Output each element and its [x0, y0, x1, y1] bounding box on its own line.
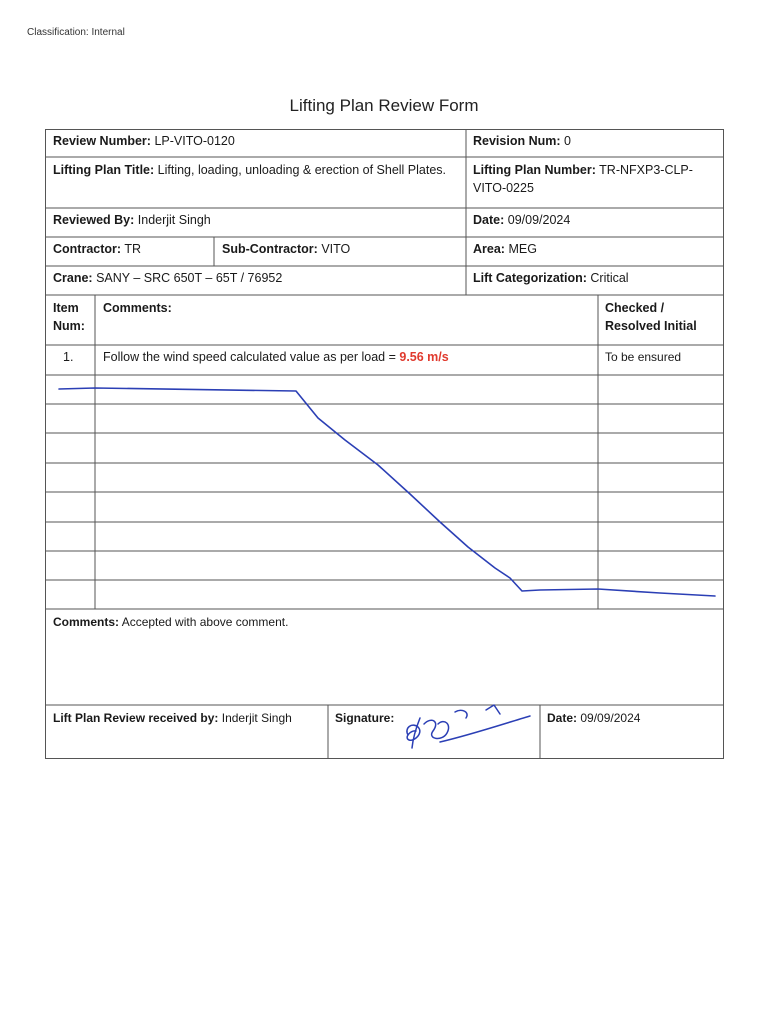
- contractor-cell: [53, 240, 211, 258]
- area-label: Area:: [473, 242, 505, 256]
- classification-label: Classification: Internal: [27, 27, 125, 38]
- area-value: MEG: [508, 242, 537, 256]
- reviewed-by-cell: [53, 211, 463, 229]
- plan-number-label: Lifting Plan Number:: [473, 163, 596, 177]
- lift-category-label: Lift Categorization:: [473, 271, 587, 285]
- lift-category-cell: [473, 269, 718, 287]
- plan-title-value: Lifting, loading, unloading & erection of Shell Plates.: [157, 163, 447, 177]
- reviewed-by-value: Inderjit Singh: [137, 213, 211, 227]
- revision-num-label: Revision Num:: [473, 134, 561, 148]
- form-title: Lifting Plan Review Form: [289, 96, 479, 115]
- plan-title-label: Lifting Plan Title:: [53, 163, 155, 177]
- revision-num-cell: [473, 132, 718, 150]
- contractor-value: TR: [124, 242, 141, 256]
- contractor-label: Contractor:: [53, 242, 122, 256]
- footer-date-label: Date:: [547, 711, 578, 725]
- review-number-value: LP-VITO-0120: [154, 134, 235, 148]
- review-number-label: Review Number:: [53, 134, 151, 148]
- area-cell: [473, 240, 718, 258]
- footer-date-value: 09/09/2024: [580, 711, 641, 725]
- item-checked: To be ensured: [605, 350, 682, 364]
- checked-header: Checked / Resolved Initial: [605, 301, 697, 333]
- wind-speed-value: 9.56 m/s: [399, 350, 449, 364]
- review-form: [45, 129, 724, 759]
- plan-title-cell: [53, 161, 458, 179]
- received-by-label: Lift Plan Review received by:: [53, 711, 219, 725]
- lift-category-value: Critical: [590, 271, 629, 285]
- item-num-header: Item Num:: [53, 301, 85, 333]
- item-comment-text: Follow the wind speed calculated value as per load =: [103, 350, 396, 364]
- crane-label: Crane:: [53, 271, 93, 285]
- date-cell: [473, 211, 718, 229]
- footer-date-cell: [547, 709, 719, 727]
- date-label: Date:: [473, 213, 505, 227]
- plan-number-value: TR-NFXP3-CLP-VITO-0225: [473, 163, 693, 195]
- crane-cell: [53, 269, 463, 287]
- comments-value: Accepted with above comment.: [121, 615, 289, 629]
- sub-contractor-cell: [222, 240, 462, 258]
- item-num: 1.: [63, 350, 74, 364]
- review-number-cell: [53, 132, 463, 150]
- comments-label: Comments:: [53, 615, 120, 629]
- reviewed-by-label: Reviewed By:: [53, 213, 135, 227]
- date-value: 09/09/2024: [507, 213, 571, 227]
- comments-cell: [53, 613, 713, 631]
- revision-num-value: 0: [564, 134, 571, 148]
- plan-number-cell: [473, 161, 713, 197]
- item-comment: [103, 348, 593, 366]
- signature-label: Signature:: [335, 711, 395, 725]
- received-by-value: Inderjit Singh: [221, 711, 292, 725]
- sub-contractor-label: Sub-Contractor:: [222, 242, 318, 256]
- crane-value: SANY – SRC 650T – 65T / 76952: [96, 271, 283, 285]
- sub-contractor-value: VITO: [321, 242, 351, 256]
- comments-header: Comments:: [103, 301, 172, 315]
- received-by-cell: [53, 709, 325, 727]
- signature-cell: [335, 709, 435, 727]
